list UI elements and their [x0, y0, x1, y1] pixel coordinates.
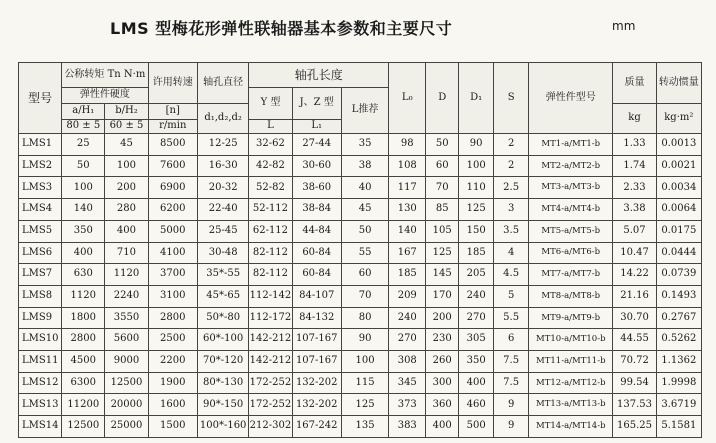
cell-elastic-model: MT8-a/MT8-b — [529, 285, 613, 307]
cell-l0: 117 — [389, 177, 426, 199]
header-d: D — [426, 63, 459, 134]
cell-speed: 6200 — [148, 199, 197, 221]
cell-length-recommended: 100 — [341, 351, 388, 373]
table-row — [19, 329, 702, 351]
cell-inertia: 0.0013 — [656, 134, 701, 156]
cell-elastic-model: MT10-a/MT10-b — [529, 329, 613, 351]
cell-mass: 14.22 — [613, 264, 656, 286]
cell-length-y: 112-142 — [249, 285, 292, 307]
cell-l0: 98 — [389, 134, 426, 156]
cell-d1: 150 — [459, 220, 494, 242]
cell-d: 85 — [426, 199, 459, 221]
cell-bore-diameter: 30-48 — [197, 242, 248, 264]
cell-d1: 350 — [459, 351, 494, 373]
cell-mass: 5.07 — [613, 220, 656, 242]
cell-s: 4.5 — [494, 264, 529, 286]
cell-torque-a: 630 — [62, 264, 105, 286]
cell-bore-diameter: 90*-150 — [197, 394, 248, 416]
cell-mass: 1.74 — [613, 155, 656, 177]
table-row — [19, 307, 702, 329]
cell-torque-a: 1120 — [62, 285, 105, 307]
cell-s: 9 — [494, 416, 529, 438]
cell-torque-b: 45 — [105, 134, 148, 156]
cell-model: LMS9 — [19, 307, 62, 329]
cell-mass: 3.38 — [613, 199, 656, 221]
cell-length-y: 62-112 — [249, 220, 292, 242]
table-row — [19, 351, 702, 373]
cell-model: LMS4 — [19, 199, 62, 221]
cell-inertia: 0.0064 — [656, 199, 701, 221]
table-row — [19, 177, 702, 199]
cell-bore-diameter: 60*-100 — [197, 329, 248, 351]
cell-length-y: 142-212 — [249, 351, 292, 373]
cell-speed: 1500 — [148, 416, 197, 438]
cell-torque-a: 50 — [62, 155, 105, 177]
cell-mass: 99.54 — [613, 372, 656, 394]
cell-length-jz: 132-202 — [292, 394, 341, 416]
cell-elastic-model: MT13-a/MT13-b — [529, 394, 613, 416]
cell-bore-diameter: 50*-80 — [197, 307, 248, 329]
cell-length-jz: 60-84 — [292, 242, 341, 264]
cell-d: 70 — [426, 177, 459, 199]
cell-model: LMS13 — [19, 394, 62, 416]
cell-inertia: 1.1362 — [656, 351, 701, 373]
table-row — [19, 155, 702, 177]
header-bore-diameter: 轴孔直径 — [197, 63, 248, 104]
cell-length-recommended: 50 — [341, 220, 388, 242]
cell-length-jz: 38-60 — [292, 177, 341, 199]
cell-s: 2 — [494, 155, 529, 177]
cell-d1: 110 — [459, 177, 494, 199]
cell-mass: 137.53 — [613, 394, 656, 416]
cell-bore-diameter: 16-30 — [197, 155, 248, 177]
cell-torque-a: 1800 — [62, 307, 105, 329]
cell-s: 2.5 — [494, 177, 529, 199]
cell-length-jz: 107-167 — [292, 329, 341, 351]
header-l1: L₁ — [292, 120, 341, 134]
cell-d: 230 — [426, 329, 459, 351]
cell-d: 170 — [426, 285, 459, 307]
cell-elastic-model: MT7-a/MT7-b — [529, 264, 613, 286]
cell-speed: 5000 — [148, 220, 197, 242]
cell-d: 145 — [426, 264, 459, 286]
cell-bore-diameter: 22-40 — [197, 199, 248, 221]
unit-label: mm — [612, 19, 636, 33]
parameter-table — [18, 62, 702, 438]
cell-model: LMS5 — [19, 220, 62, 242]
cell-d: 50 — [426, 134, 459, 156]
table-row — [19, 394, 702, 416]
cell-l0: 140 — [389, 220, 426, 242]
cell-length-jz: 38-84 — [292, 199, 341, 221]
header-mass-unit: kg — [613, 104, 656, 134]
cell-d1: 185 — [459, 242, 494, 264]
table-row — [19, 264, 702, 286]
cell-mass: 10.47 — [613, 242, 656, 264]
cell-length-recommended: 55 — [341, 242, 388, 264]
cell-inertia: 1.9998 — [656, 372, 701, 394]
cell-s: 5.5 — [494, 307, 529, 329]
header-d1: D₁ — [459, 63, 494, 134]
cell-s: 3.5 — [494, 220, 529, 242]
cell-speed: 2800 — [148, 307, 197, 329]
header-speed-n: [n] — [148, 104, 197, 120]
cell-length-recommended: 40 — [341, 177, 388, 199]
cell-mass: 44.55 — [613, 329, 656, 351]
header-torque: 公称转矩 Tn N·m — [62, 63, 148, 88]
cell-bore-diameter: 80*-130 — [197, 372, 248, 394]
cell-length-y: 82-112 — [249, 264, 292, 286]
cell-elastic-model: MT14-a/MT14-b — [529, 416, 613, 438]
cell-bore-diameter: 25-45 — [197, 220, 248, 242]
cell-bore-diameter: 45*-65 — [197, 285, 248, 307]
cell-torque-b: 9000 — [105, 351, 148, 373]
cell-length-jz: 84-107 — [292, 285, 341, 307]
cell-bore-diameter: 20-32 — [197, 177, 248, 199]
cell-d: 125 — [426, 242, 459, 264]
header-l: L — [249, 120, 292, 134]
cell-length-recommended: 45 — [341, 199, 388, 221]
cell-torque-a: 2800 — [62, 329, 105, 351]
cell-length-jz: 167-242 — [292, 416, 341, 438]
cell-s: 6 — [494, 329, 529, 351]
cell-length-recommended: 125 — [341, 394, 388, 416]
cell-d: 105 — [426, 220, 459, 242]
cell-torque-b: 25000 — [105, 416, 148, 438]
cell-inertia: 0.0034 — [656, 177, 701, 199]
cell-d1: 100 — [459, 155, 494, 177]
cell-elastic-model: MT12-a/MT12-b — [529, 372, 613, 394]
cell-model: LMS7 — [19, 264, 62, 286]
cell-length-y: 52-112 — [249, 199, 292, 221]
header-tolerance-b: 60 ± 5 — [105, 120, 148, 134]
table-row — [19, 285, 702, 307]
cell-inertia: 0.0021 — [656, 155, 701, 177]
cell-inertia: 0.0739 — [656, 264, 701, 286]
page-title: LMS 型梅花形弹性联轴器基本参数和主要尺寸 — [110, 19, 453, 38]
cell-l0: 108 — [389, 155, 426, 177]
cell-elastic-model: MT2-a/MT2-b — [529, 155, 613, 177]
cell-speed: 2500 — [148, 329, 197, 351]
header-jz-type: J、Z 型 — [292, 88, 341, 120]
cell-d1: 400 — [459, 372, 494, 394]
cell-s: 3 — [494, 199, 529, 221]
header-tolerance-a: 80 ± 5 — [62, 120, 105, 134]
cell-torque-b: 280 — [105, 199, 148, 221]
cell-length-y: 82-112 — [249, 242, 292, 264]
cell-length-recommended: 60 — [341, 264, 388, 286]
cell-d: 260 — [426, 351, 459, 373]
cell-bore-diameter: 100*-160 — [197, 416, 248, 438]
cell-length-y: 52-82 — [249, 177, 292, 199]
cell-model: LMS14 — [19, 416, 62, 438]
header-speed: 许用转速 — [148, 63, 197, 104]
cell-l0: 185 — [389, 264, 426, 286]
cell-torque-b: 3550 — [105, 307, 148, 329]
cell-bore-diameter: 35*-55 — [197, 264, 248, 286]
cell-speed: 4100 — [148, 242, 197, 264]
cell-torque-b: 100 — [105, 155, 148, 177]
cell-speed: 8500 — [148, 134, 197, 156]
cell-d: 400 — [426, 416, 459, 438]
cell-length-recommended: 135 — [341, 416, 388, 438]
cell-l0: 308 — [389, 351, 426, 373]
cell-length-jz: 60-84 — [292, 264, 341, 286]
cell-elastic-model: MT3-a/MT3-b — [529, 177, 613, 199]
cell-s: 2 — [494, 134, 529, 156]
cell-d1: 90 — [459, 134, 494, 156]
cell-torque-a: 4500 — [62, 351, 105, 373]
header-y-type: Y 型 — [249, 88, 292, 120]
header-model: 型号 — [19, 63, 62, 134]
cell-speed: 2200 — [148, 351, 197, 373]
cell-speed: 3100 — [148, 285, 197, 307]
cell-inertia: 0.2767 — [656, 307, 701, 329]
cell-l0: 130 — [389, 199, 426, 221]
header-hardness-a: a/H₁ — [62, 104, 105, 120]
cell-l0: 240 — [389, 307, 426, 329]
cell-bore-diameter: 12-25 — [197, 134, 248, 156]
cell-mass: 21.16 — [613, 285, 656, 307]
cell-model: LMS12 — [19, 372, 62, 394]
cell-torque-b: 200 — [105, 177, 148, 199]
cell-length-recommended: 80 — [341, 307, 388, 329]
header-l-recommended: L推荐 — [341, 88, 388, 134]
cell-torque-b: 400 — [105, 220, 148, 242]
cell-torque-a: 400 — [62, 242, 105, 264]
cell-mass: 70.72 — [613, 351, 656, 373]
cell-elastic-model: MT4-a/MT4-b — [529, 199, 613, 221]
cell-torque-a: 11200 — [62, 394, 105, 416]
cell-torque-b: 5600 — [105, 329, 148, 351]
cell-torque-b: 12500 — [105, 372, 148, 394]
cell-length-jz: 84-132 — [292, 307, 341, 329]
cell-model: LMS11 — [19, 351, 62, 373]
cell-l0: 345 — [389, 372, 426, 394]
cell-inertia: 5.1581 — [656, 416, 701, 438]
cell-d: 60 — [426, 155, 459, 177]
table-row — [19, 220, 702, 242]
header-bore-length: 轴孔长度 — [249, 63, 389, 88]
cell-s: 4 — [494, 242, 529, 264]
table-body — [19, 134, 702, 438]
cell-elastic-model: MT11-a/MT11-b — [529, 351, 613, 373]
cell-l0: 373 — [389, 394, 426, 416]
cell-length-recommended: 38 — [341, 155, 388, 177]
cell-mass: 165.25 — [613, 416, 656, 438]
cell-torque-a: 140 — [62, 199, 105, 221]
header-inertia: 转动惯量 — [656, 63, 701, 104]
cell-length-jz: 107-167 — [292, 351, 341, 373]
cell-length-recommended: 115 — [341, 372, 388, 394]
cell-speed: 1900 — [148, 372, 197, 394]
header-inertia-unit: kg·m² — [656, 104, 701, 134]
cell-d1: 460 — [459, 394, 494, 416]
cell-mass: 1.33 — [613, 134, 656, 156]
cell-length-y: 32-62 — [249, 134, 292, 156]
cell-length-y: 112-172 — [249, 307, 292, 329]
cell-l0: 383 — [389, 416, 426, 438]
cell-d: 300 — [426, 372, 459, 394]
cell-torque-b: 20000 — [105, 394, 148, 416]
cell-inertia: 0.0444 — [656, 242, 701, 264]
cell-model: LMS2 — [19, 155, 62, 177]
cell-d1: 205 — [459, 264, 494, 286]
cell-torque-b: 1120 — [105, 264, 148, 286]
cell-inertia: 0.1493 — [656, 285, 701, 307]
cell-speed: 6900 — [148, 177, 197, 199]
cell-length-jz: 30-60 — [292, 155, 341, 177]
cell-l0: 209 — [389, 285, 426, 307]
cell-length-recommended: 70 — [341, 285, 388, 307]
cell-inertia: 3.6719 — [656, 394, 701, 416]
cell-length-recommended: 35 — [341, 134, 388, 156]
cell-d1: 125 — [459, 199, 494, 221]
header-l0: L₀ — [389, 63, 426, 134]
cell-length-y: 172-252 — [249, 372, 292, 394]
table-row — [19, 134, 702, 156]
cell-speed: 3700 — [148, 264, 197, 286]
cell-model: LMS6 — [19, 242, 62, 264]
cell-elastic-model: MT5-a/MT5-b — [529, 220, 613, 242]
cell-speed: 1600 — [148, 394, 197, 416]
cell-s: 7.5 — [494, 372, 529, 394]
cell-length-jz: 44-84 — [292, 220, 341, 242]
cell-model: LMS8 — [19, 285, 62, 307]
cell-d: 360 — [426, 394, 459, 416]
cell-l0: 167 — [389, 242, 426, 264]
table-row — [19, 372, 702, 394]
cell-mass: 30.70 — [613, 307, 656, 329]
header-speed-unit: r/min — [148, 120, 197, 134]
table-row — [19, 416, 702, 438]
cell-torque-b: 2240 — [105, 285, 148, 307]
cell-model: LMS10 — [19, 329, 62, 351]
cell-inertia: 0.5262 — [656, 329, 701, 351]
cell-d1: 240 — [459, 285, 494, 307]
header-mass: 质量 — [613, 63, 656, 104]
cell-speed: 7600 — [148, 155, 197, 177]
cell-s: 5 — [494, 285, 529, 307]
cell-torque-a: 350 — [62, 220, 105, 242]
cell-length-y: 172-252 — [249, 394, 292, 416]
cell-length-y: 212-302 — [249, 416, 292, 438]
cell-d1: 500 — [459, 416, 494, 438]
cell-inertia: 0.0175 — [656, 220, 701, 242]
cell-torque-a: 25 — [62, 134, 105, 156]
cell-length-y: 42-82 — [249, 155, 292, 177]
cell-torque-a: 12500 — [62, 416, 105, 438]
cell-s: 9 — [494, 394, 529, 416]
cell-torque-a: 100 — [62, 177, 105, 199]
header-hardness-b: b/H₂ — [105, 104, 148, 120]
cell-mass: 2.33 — [613, 177, 656, 199]
cell-d: 200 — [426, 307, 459, 329]
cell-length-jz: 27-44 — [292, 134, 341, 156]
cell-torque-b: 710 — [105, 242, 148, 264]
cell-elastic-model: MT6-a/MT6-b — [529, 242, 613, 264]
cell-model: LMS3 — [19, 177, 62, 199]
table-row — [19, 242, 702, 264]
header-elastic-model: 弹性件型号 — [529, 63, 613, 134]
cell-d1: 270 — [459, 307, 494, 329]
cell-elastic-model: MT9-a/MT9-b — [529, 307, 613, 329]
cell-elastic-model: MT1-a/MT1-b — [529, 134, 613, 156]
cell-length-y: 142-212 — [249, 329, 292, 351]
cell-model: LMS1 — [19, 134, 62, 156]
cell-length-recommended: 90 — [341, 329, 388, 351]
cell-l0: 270 — [389, 329, 426, 351]
cell-torque-a: 6300 — [62, 372, 105, 394]
cell-bore-diameter: 70*-120 — [197, 351, 248, 373]
cell-d1: 305 — [459, 329, 494, 351]
header-elastic-hardness: 弹性件硬度 — [62, 88, 148, 104]
header-s: S — [494, 63, 529, 134]
cell-s: 7.5 — [494, 351, 529, 373]
table-row — [19, 199, 702, 221]
cell-length-jz: 132-202 — [292, 372, 341, 394]
header-bore-symbols: d₁,d₂,d₂ — [197, 104, 248, 134]
